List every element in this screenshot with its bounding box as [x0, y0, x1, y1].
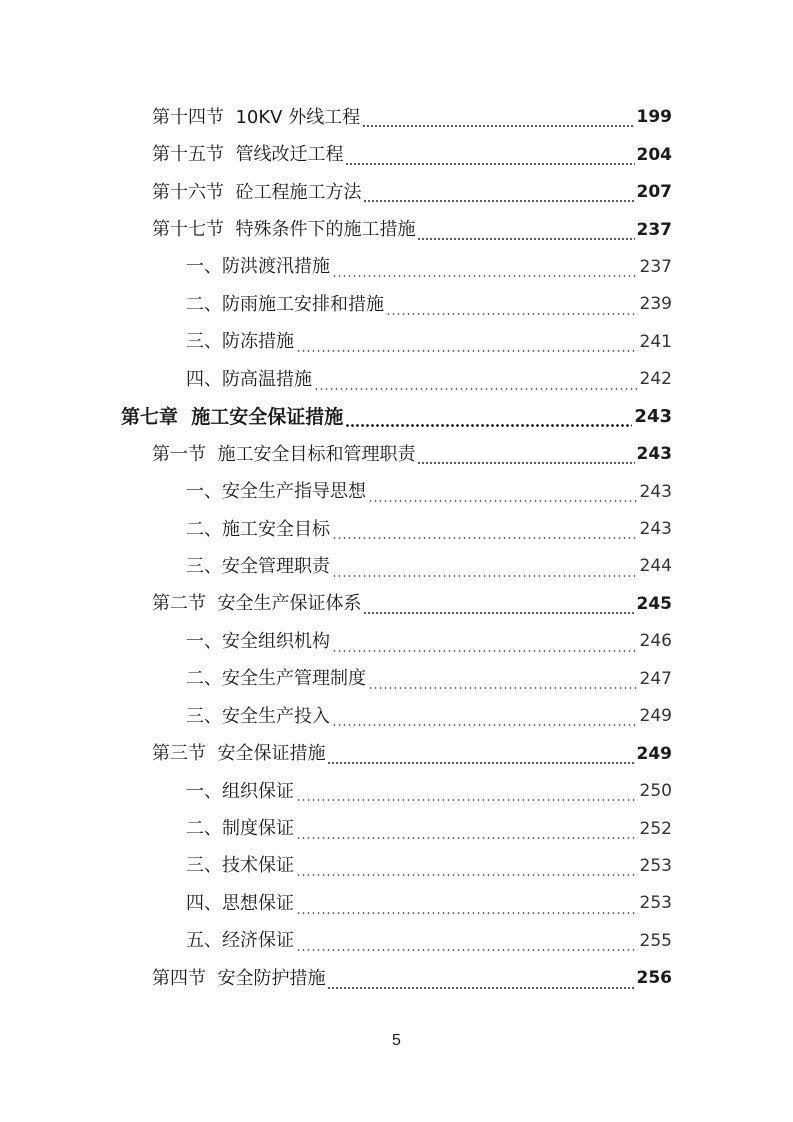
toc-entry-page: 252: [639, 818, 672, 839]
toc-entry-title: 安全生产指导思想: [222, 481, 366, 503]
toc-entry-title: 防洪渡汛措施: [222, 256, 330, 278]
toc-entry-title: 安全防护措施: [217, 967, 326, 989]
toc-entry-page: 253: [639, 893, 672, 914]
toc-subsection-entry[interactable]: [0, 286, 793, 323]
toc-entry-title: 砼工程施工方法: [235, 181, 362, 203]
toc-entry-number: 四、: [186, 892, 222, 914]
dot-leader: [314, 388, 638, 390]
dot-leader: [296, 912, 638, 914]
toc-entry-title: 特殊条件下的施工措施: [235, 219, 416, 241]
toc-entry-title: 制度保证: [222, 818, 294, 840]
toc-entry-page: 244: [639, 556, 672, 577]
toc-entry-number: 二、: [186, 668, 222, 690]
toc-subsection-entry[interactable]: [0, 885, 793, 922]
toc-entry-title: 防高温措施: [222, 368, 312, 390]
toc-entry-title: 思想保证: [222, 892, 294, 914]
toc-entry-number: 二、: [186, 818, 222, 840]
toc-entry-number: 第一节: [152, 443, 218, 465]
toc-entry-number: 三、: [186, 705, 222, 727]
toc-section-entry[interactable]: [0, 586, 793, 623]
toc-entry-title: 施工安全目标: [222, 518, 330, 540]
page-number-footer: 5: [392, 1032, 401, 1049]
toc-entry-page: 243: [639, 481, 672, 502]
toc-entry-number: 第十四节: [152, 106, 236, 128]
table-of-contents: [0, 99, 793, 998]
toc-section-entry[interactable]: [0, 960, 793, 997]
toc-entry-number: 第七章: [121, 405, 192, 428]
dot-leader: [362, 125, 634, 127]
toc-entry-title: 安全生产保证体系: [217, 593, 362, 615]
toc-entry-page: 237: [636, 219, 672, 240]
toc-chapter-entry[interactable]: [0, 399, 793, 436]
toc-entry-number: 三、: [186, 855, 222, 877]
toc-entry-number: 一、: [186, 780, 222, 802]
toc-section-entry[interactable]: [0, 136, 793, 173]
toc-entry-title: 施工安全保证措施: [191, 405, 344, 428]
dot-leader: [386, 313, 638, 315]
toc-entry-page: 207: [636, 182, 672, 203]
toc-entry-number: 二、: [186, 293, 222, 315]
dot-leader: [345, 163, 634, 165]
toc-entry-title: 组织保证: [222, 780, 294, 802]
dot-leader: [368, 500, 638, 502]
dot-leader: [363, 612, 634, 614]
toc-subsection-entry[interactable]: [0, 548, 793, 585]
dot-leader: [327, 762, 634, 764]
toc-entry-page: 245: [636, 593, 672, 614]
toc-entry-number: 第三节: [152, 743, 218, 765]
toc-entry-number: 第十七节: [152, 219, 236, 241]
toc-entry-title: 防雨施工安排和措施: [222, 293, 384, 315]
dot-leader: [296, 350, 638, 352]
toc-entry-title: 安全管理职责: [222, 555, 330, 577]
toc-entry-page: 204: [636, 144, 672, 165]
toc-entry-title: 防冻措施: [222, 331, 294, 353]
dot-leader: [296, 837, 638, 839]
toc-subsection-entry[interactable]: [0, 324, 793, 361]
toc-entry-number: 一、: [186, 630, 222, 652]
toc-entry-page: 246: [639, 631, 672, 652]
toc-section-entry[interactable]: [0, 174, 793, 211]
toc-section-entry[interactable]: [0, 436, 793, 473]
toc-entry-title: 10KV 外线工程: [235, 106, 361, 128]
toc-entry-number: 第十六节: [152, 181, 236, 203]
toc-entry-number: 二、: [186, 518, 222, 540]
toc-entry-number: 一、: [186, 256, 222, 278]
toc-entry-number: 三、: [186, 555, 222, 577]
toc-entry-page: 247: [639, 668, 672, 689]
dot-leader: [296, 874, 638, 876]
toc-subsection-entry[interactable]: [0, 848, 793, 885]
dot-leader: [363, 200, 634, 202]
toc-subsection-entry[interactable]: [0, 361, 793, 398]
toc-entry-number: 四、: [186, 368, 222, 390]
toc-entry-title: 安全组织机构: [222, 630, 330, 652]
dot-leader: [296, 799, 638, 801]
toc-subsection-entry[interactable]: [0, 661, 793, 698]
dot-leader: [332, 575, 638, 577]
toc-entry-page: 255: [639, 930, 672, 951]
toc-entry-title: 管线改迁工程: [235, 144, 344, 166]
toc-subsection-entry[interactable]: [0, 773, 793, 810]
dot-leader: [332, 650, 638, 652]
toc-entry-page: 239: [639, 294, 672, 315]
toc-entry-number: 第二节: [152, 593, 218, 615]
dot-leader: [417, 238, 634, 240]
toc-entry-number: 第十五节: [152, 144, 236, 166]
toc-entry-page: 256: [636, 968, 672, 989]
dot-leader: [368, 687, 638, 689]
toc-entry-page: 253: [639, 855, 672, 876]
toc-entry-page: 243: [639, 519, 672, 540]
toc-subsection-entry[interactable]: [0, 249, 793, 286]
toc-entry-page: 199: [636, 107, 672, 128]
toc-entry-number: 五、: [186, 930, 222, 952]
toc-subsection-entry[interactable]: [0, 810, 793, 847]
toc-entry-number: 三、: [186, 331, 222, 353]
dot-leader: [345, 424, 632, 427]
toc-section-entry[interactable]: [0, 211, 793, 248]
dot-leader: [332, 724, 638, 726]
dot-leader: [332, 537, 638, 539]
dot-leader: [296, 949, 638, 951]
toc-entry-title: 经济保证: [222, 930, 294, 952]
toc-entry-title: 安全保证措施: [217, 743, 326, 765]
toc-entry-title: 施工安全目标和管理职责: [217, 443, 416, 465]
toc-entry-page: 243: [634, 406, 672, 428]
dot-leader: [332, 275, 638, 277]
toc-subsection-entry[interactable]: [0, 511, 793, 548]
toc-subsection-entry[interactable]: [0, 473, 793, 510]
toc-entry-title: 技术保证: [222, 855, 294, 877]
toc-entry-number: 一、: [186, 481, 222, 503]
toc-entry-title: 安全生产管理制度: [222, 668, 366, 690]
toc-entry-number: 第四节: [152, 967, 218, 989]
toc-subsection-entry[interactable]: [0, 698, 793, 735]
toc-entry-page: 249: [636, 743, 672, 764]
toc-section-entry[interactable]: [0, 99, 793, 136]
toc-entry-page: 249: [639, 706, 672, 727]
toc-subsection-entry[interactable]: [0, 923, 793, 960]
dot-leader: [327, 987, 634, 989]
toc-entry-title: 安全生产投入: [222, 705, 330, 727]
toc-section-entry[interactable]: [0, 735, 793, 772]
toc-entry-page: 242: [639, 369, 672, 390]
dot-leader: [417, 462, 634, 464]
toc-subsection-entry[interactable]: [0, 623, 793, 660]
toc-entry-page: 250: [639, 781, 672, 802]
toc-entry-page: 241: [639, 331, 672, 352]
toc-entry-page: 237: [639, 256, 672, 277]
toc-entry-page: 243: [636, 444, 672, 465]
